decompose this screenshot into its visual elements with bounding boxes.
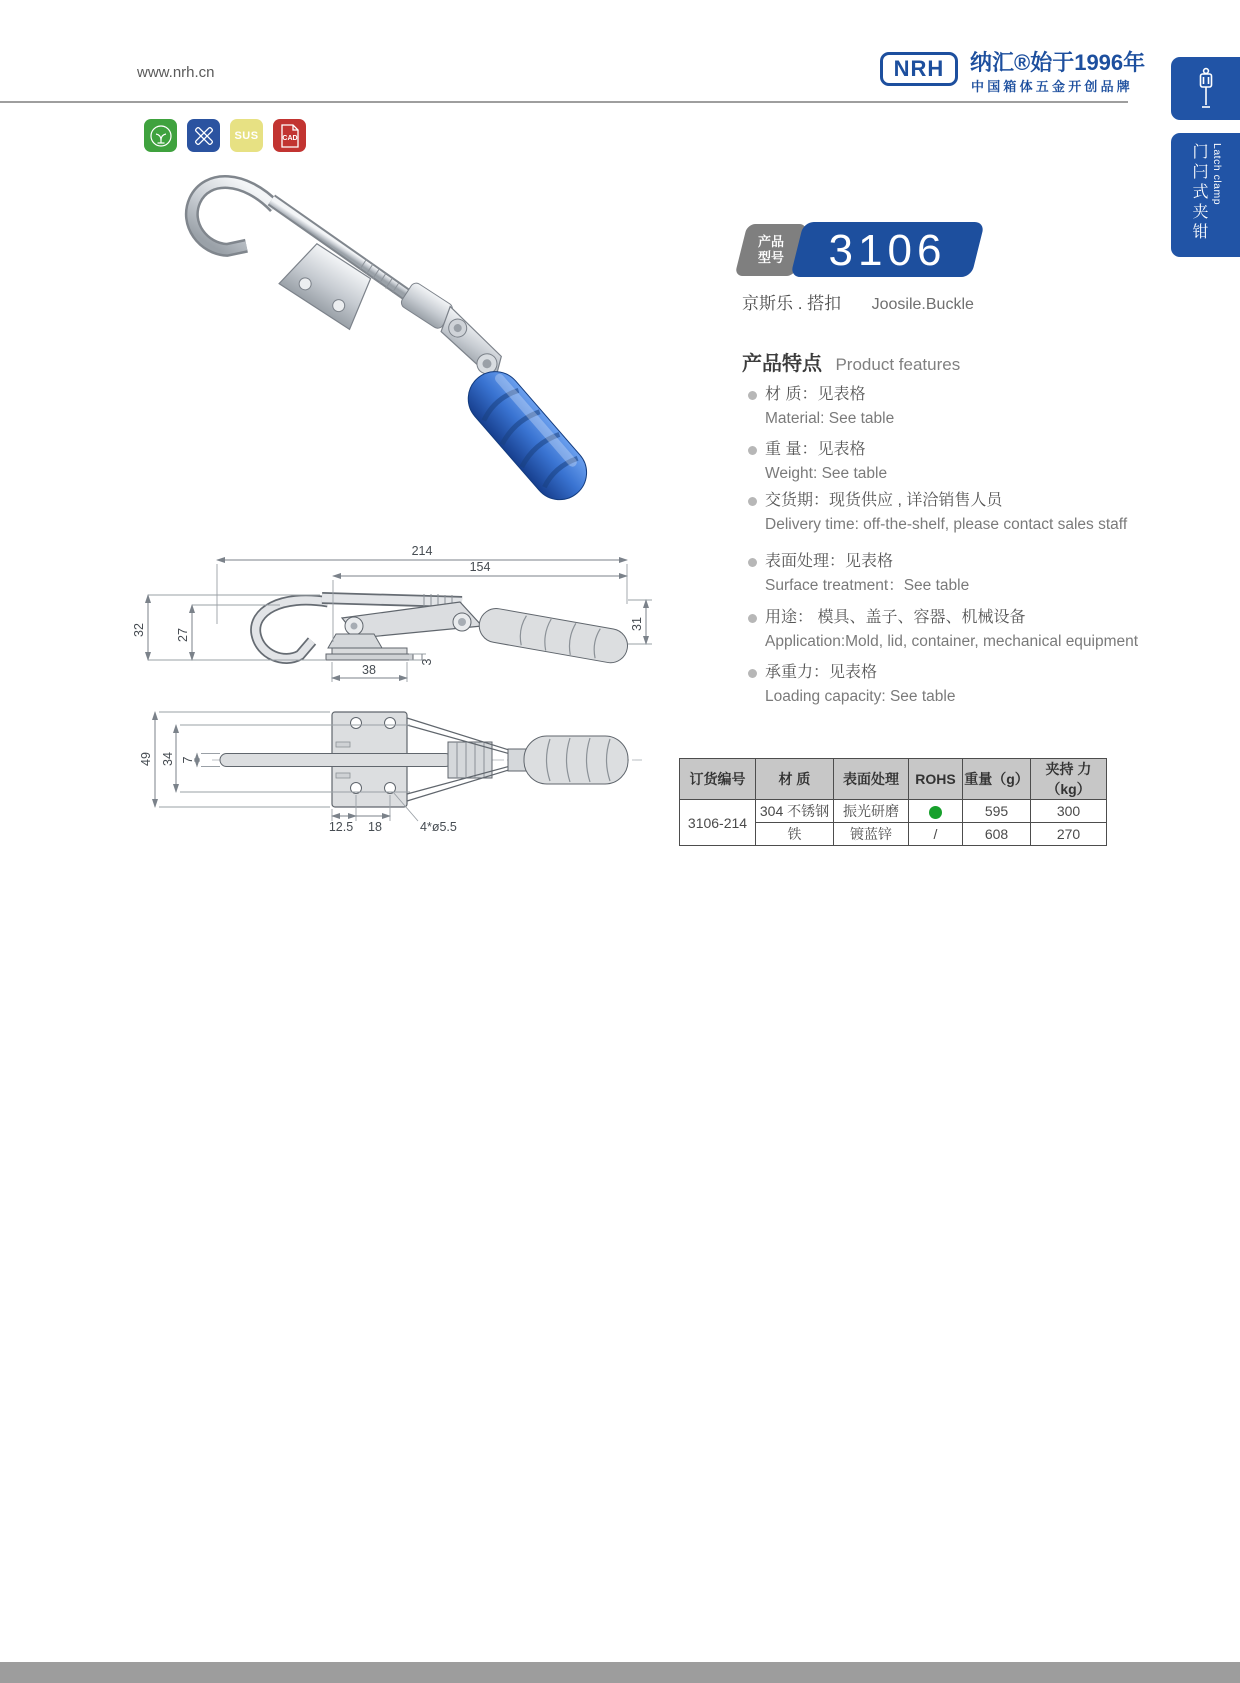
design-tools-icon xyxy=(192,124,216,148)
dim-side-h-outer: 32 xyxy=(132,623,146,637)
drawing-side-view xyxy=(130,538,670,693)
dim-top-hole-edge: 12.5 xyxy=(328,820,354,834)
drawing-top-view xyxy=(130,695,670,835)
spec-table-header-row xyxy=(680,759,1107,800)
dim-side-handle-h: 31 xyxy=(630,617,644,631)
col-surface: 表面处理 xyxy=(834,759,909,800)
sidebar-tab-label-en: Latch clamp xyxy=(1211,143,1223,206)
nrh-logo-text: NRH xyxy=(893,56,945,81)
feature-material-zh: 材 质：见表格 xyxy=(765,386,866,403)
cert-icon-row xyxy=(144,119,306,152)
sidebar-tab-label-zh: 门闩式夹钳 xyxy=(1190,143,1207,243)
bullet-dot xyxy=(748,446,757,455)
brand-tagline-2: 中国箱体五金开创品牌 xyxy=(971,79,1134,94)
eco-sprout-icon xyxy=(149,124,173,148)
bullet-dot xyxy=(748,497,757,506)
features-title-en: Product features xyxy=(835,355,961,374)
product-photo xyxy=(170,155,660,515)
col-material: 材 质 xyxy=(756,759,834,800)
feature-loading-en: Loading capacity: See table xyxy=(765,688,956,705)
cad-file-icon xyxy=(278,123,302,149)
features-title xyxy=(742,347,960,376)
dim-side-base-t: 3 xyxy=(420,658,434,666)
col-order-no: 订货编号 xyxy=(680,759,756,800)
model-badge-line2: 型号 xyxy=(757,250,784,265)
dim-top-w-inner: 34 xyxy=(161,752,175,766)
sus-badge xyxy=(230,119,263,152)
cell-rohs-1 xyxy=(909,800,963,823)
feature-application-en: Application:Mold, lid, container, mechanical equipment xyxy=(765,633,1139,650)
bullet-dot xyxy=(748,614,757,623)
feature-surface-zh: 表面处理：见表格 xyxy=(765,553,894,570)
col-weight: 重量（g） xyxy=(963,759,1031,800)
nrh-logo xyxy=(880,52,958,86)
rohs-pass-dot xyxy=(929,806,942,819)
cell-surface-2: 镀蓝锌 xyxy=(834,823,909,846)
cell-weight-1: 595 xyxy=(963,800,1031,823)
eco-badge xyxy=(144,119,177,152)
dim-top-rod-d: 7 xyxy=(181,756,195,764)
feature-surface xyxy=(748,550,969,598)
cell-weight-2: 608 xyxy=(963,823,1031,846)
header-divider xyxy=(0,101,1128,103)
sidebar-tab-latch-clamp[interactable] xyxy=(1171,133,1240,257)
cell-force-2: 270 xyxy=(1031,823,1107,846)
features-title-zh: 产品特点 xyxy=(742,353,822,375)
dim-side-base-w: 38 xyxy=(362,663,376,677)
cad-badge xyxy=(273,119,306,152)
col-force: 夹持 力（kg） xyxy=(1031,759,1107,800)
feature-weight-zh: 重 量：见表格 xyxy=(765,441,866,458)
feature-application-zh: 用途： 模具、盖子、容器、机械设备 xyxy=(765,609,1026,626)
feature-delivery-en: Delivery time: off-the-shelf, please contact sales staff xyxy=(765,516,1128,533)
cell-order-no: 3106-214 xyxy=(680,800,756,846)
col-rohs: ROHS xyxy=(909,759,963,800)
bullet-dot xyxy=(748,558,757,567)
model-badge-line1: 产品 xyxy=(757,234,784,249)
bullet-dot xyxy=(748,669,757,678)
cell-rohs-2: / xyxy=(909,823,963,846)
feature-material xyxy=(748,383,894,431)
page-footer-bar xyxy=(0,1662,1240,1683)
dim-side-inner: 154 xyxy=(469,560,491,574)
site-url: www.nrh.cn xyxy=(137,64,215,81)
product-name-en: Joosile.Buckle xyxy=(871,296,974,313)
latch-clamp-icon xyxy=(1193,67,1219,111)
feature-weight-en: Weight: See table xyxy=(765,465,888,482)
model-number: 3106 xyxy=(828,226,947,275)
svg-text:CAD: CAD xyxy=(281,134,298,142)
cell-material-2: 铁 xyxy=(756,823,834,846)
feature-delivery-zh: 交货期：现货供应 , 详洽销售人员 xyxy=(765,492,1003,509)
cell-surface-1: 振光研磨 xyxy=(834,800,909,823)
dim-top-hole-pitch: 18 xyxy=(368,820,382,834)
feature-surface-en: Surface treatment：See table xyxy=(765,577,970,594)
cell-material-1: 304 不锈钢 xyxy=(756,800,834,823)
product-name xyxy=(742,289,974,314)
cell-force-1: 300 xyxy=(1031,800,1107,823)
table-row xyxy=(680,800,1107,823)
feature-delivery xyxy=(748,489,1127,537)
dim-top-w-outer: 49 xyxy=(139,752,153,766)
spec-table xyxy=(679,758,1107,846)
bullet-dot xyxy=(748,391,757,400)
dim-top-holes: 4*ø5.5 xyxy=(420,820,457,834)
dim-side-total: 214 xyxy=(411,544,433,558)
sus-badge-label: SUS xyxy=(234,129,259,142)
design-badge xyxy=(187,119,220,152)
sidebar-tab-latch-icon-box[interactable] xyxy=(1171,57,1240,120)
feature-loading-zh: 承重力：见表格 xyxy=(765,664,878,681)
product-name-zh: 京斯乐 . 搭扣 xyxy=(742,294,842,313)
brand-tagline-1: 纳汇®始于1996年 xyxy=(970,50,1146,75)
dim-side-h-inner: 27 xyxy=(176,628,190,642)
feature-material-en: Material: See table xyxy=(765,410,895,427)
feature-weight xyxy=(748,438,887,486)
feature-application xyxy=(748,606,1138,654)
feature-loading xyxy=(748,661,955,709)
